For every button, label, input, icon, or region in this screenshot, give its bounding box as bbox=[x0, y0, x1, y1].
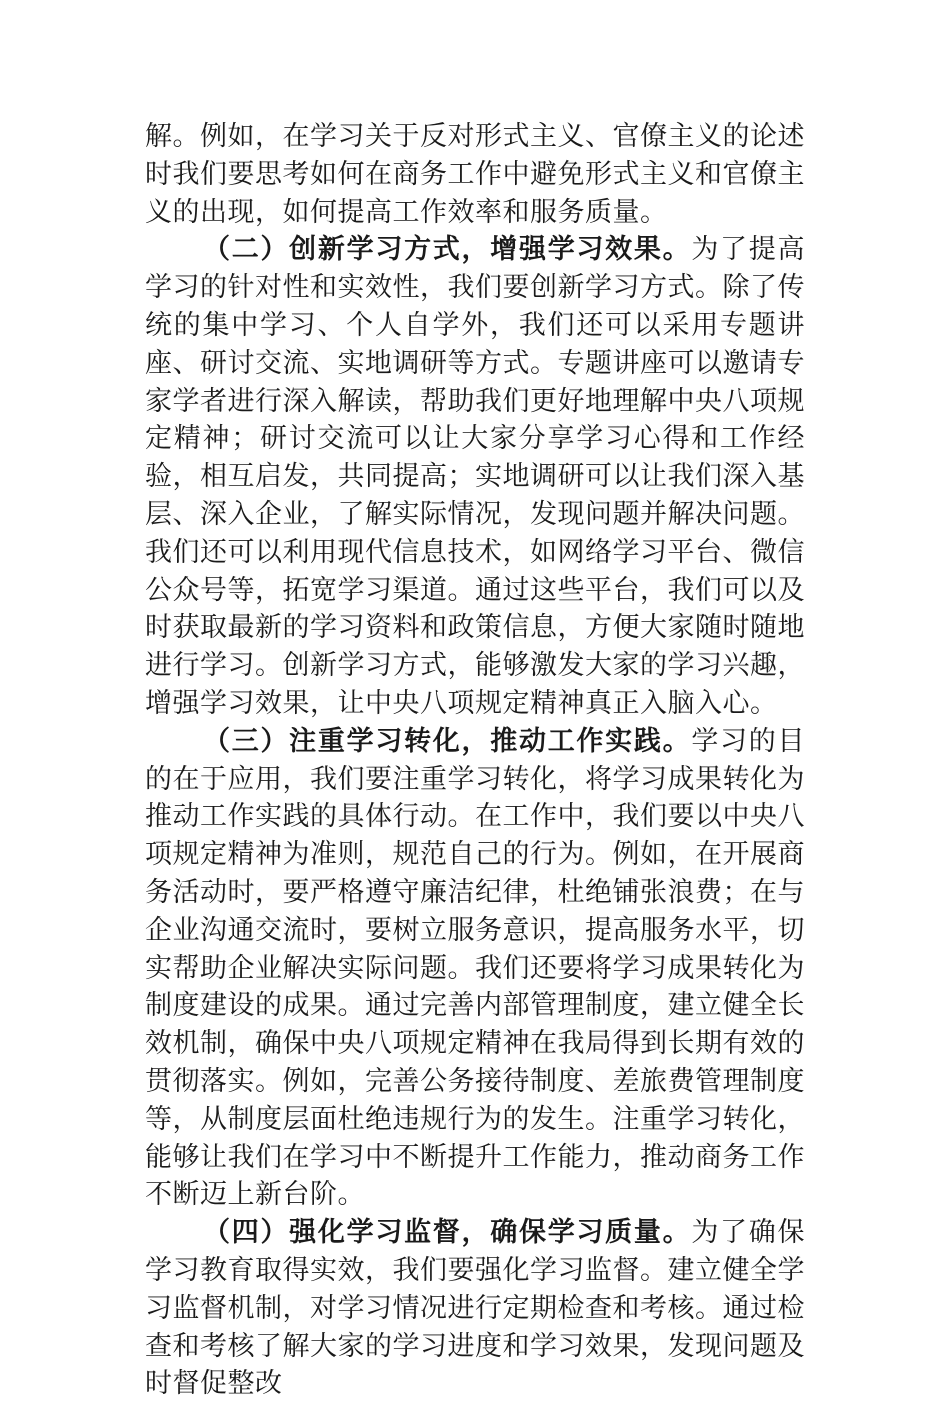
section-heading: （二）创新学习方式，增强学习效果。 bbox=[203, 234, 692, 266]
paragraph-text: 学习的目的在于应用，我们要注重学习转化，将学习成果转化为推动工作实践的具体行动。在工作中，我们要以中央八项规定精神为准则，规范自己的行为。例如，在开展商务活动时，要严格遵守廉洁纪律，杜绝铺张浪费；在与企业沟通交流时，要树立服务意识，提高服务水平，切实帮助企业解决实际问题。我们还要将学习成果转化为制度建设的成果。通过完善内部管理制度，建立健全长效机制，确保中央八项规定精神在我局得到长期有效的贯彻落实。例如，完善公务接待制度、差旅费管理制度等，从制度层面杜绝违规行为的发生。注重学习转化，能够让我们在学习中不断提升工作能力，推动商务工作不断迈上新台阶。 bbox=[145, 725, 806, 1211]
paragraph-section-4 bbox=[145, 1214, 805, 1403]
section-heading: （三）注重学习转化，推动工作实践。 bbox=[203, 725, 692, 757]
document-body bbox=[145, 118, 805, 1403]
paragraph-text: 解。例如，在学习关于反对形式主义、官僚主义的论述时我们要思考如何在商务工作中避免形式主义和官僚主义的出现，如何提高工作效率和服务质量。 bbox=[145, 121, 805, 228]
paragraph-section-3 bbox=[145, 723, 805, 1214]
paragraph-text: 为了确保学习教育取得实效，我们要强化学习监督。建立健全学习监督机制，对学习情况进行定期检查和考核。通过检查和考核了解大家的学习进度和学习效果，发现问题及时督促整改 bbox=[145, 1217, 806, 1400]
section-heading: （四）强化学习监督，确保学习质量。 bbox=[203, 1217, 692, 1249]
paragraph-text: 为了提高学习的针对性和实效性，我们要创新学习方式。除了传统的集中学习、个人自学外，我们还可以采用专题讲座、研讨交流、实地调研等方式。专题讲座可以邀请专家学者进行深入解读，帮助我们更好地理解中央八项规定精神；研讨交流可以让大家分享学习心得和工作经验，相互启发，共同提高；实地调研可以让我们深入基层、深入企业，了解实际情况，发现问题并解决问题。我们还可以利用现代信息技术，如网络学习平台、微信公众号等，拓宽学习渠道。通过这些平台，我们可以及时获取最新的学习资料和政策信息，方便大家随时随地进行学习。创新学习方式，能够激发大家的学习兴趣，增强学习效果，让中央八项规定精神真正入脑入心。 bbox=[145, 234, 806, 719]
paragraph-continuation bbox=[145, 118, 805, 231]
paragraph-section-2 bbox=[145, 231, 805, 722]
